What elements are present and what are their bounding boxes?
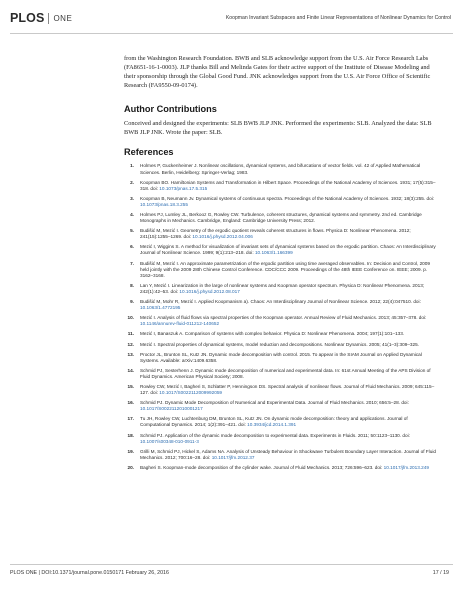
reference-text: Budišić M, Mohr R, Mezić I. Applied Koopmanism a). Chaos: An Interdisciplinary Journal of Nonlinear Science. 2012; 22(4):047510. doi: [140,299,421,305]
acknowledgments-paragraph: from the Washington Research Foundation. BWB and SLB acknowledge support from the U.S. Air Force Research Labs (FA8651-16-1-0003). JLP thanks Bill and Melinda Gates for their active support of the Institute of Disease Modeling and their sponsorship through the Global Good Fund. JNK acknowledges support from the U.S. Air Force Office of Scientific Research (FA9550-09-0174). [124,55,431,89]
reference-item [124,368,438,380]
reference-number: 12. [127,341,134,347]
reference-number: 20. [127,464,134,470]
reference-doi-link[interactable]: 10.1017/S0022112010001217 [140,406,203,412]
reference-text: Koopman BO. Hamiltonian Systems and Transformation in Hilbert Space. Proceedings of the National Academy of Sciences. 1931; 17(5):315–318. doi: [140,179,436,191]
reference-doi-link[interactable]: 10.1063/1.166399 [254,250,293,256]
reference-item [124,261,438,279]
reference-text: Rowley CW, Mezić I, Bagheri S, Schlatter P, Henningson DS. Spectral analysis of nonlinear flows. Journal of Fluid Mechanics. 2009; 645:115–127. doi: [140,383,435,396]
logo-suffix-text: ONE [53,13,73,23]
header-divider [10,33,453,34]
reference-text: Lan Y, Mezić I. Linearization in the large of nonlinear systems and Koopman operator spectrum. Physica D: Nonlinear Phenomena. 2013; 242(1):42–53. doi: [140,282,425,294]
reference-item [124,384,438,396]
reference-text: Schmid PJ. Dynamic Mode Decomposition of Numerical and Experimental Data. Journal of Fluid Mechanics. 2010; 656:5–28. doi: [140,400,409,406]
footer-page-number: 17 / 19 [432,570,449,576]
reference-item [124,299,438,311]
reference-text: Mezić I, Wiggins S. A method for visualization of invariant sets of dynamical systems based on the ergodic partition. Chaos: An Interdisciplinary Journal of Nonlinear Science. 1999; 9(1):213–218. doi: [140,244,436,256]
reference-item [124,315,438,327]
reference-item [124,400,438,412]
reference-doi-link[interactable]: 10.1016/j.physd.2012.08.017 [179,288,240,294]
reference-item [124,416,438,428]
reference-text: Schmid PJ, Sesterhenn J. Dynamic mode decomposition of numerical and experimental data. In: 61st Annual Meeting of the APS Division of Fluid Dynamics. American Physical Society; 2008. [140,367,431,379]
reference-text: Mezić I. Spectral properties of dynamical systems, model reduction and decompositions. Nonlinear Dynamics. 2005; 41(1–3):309–325. [140,341,420,347]
reference-number: 11. [127,331,134,337]
footer-divider [10,564,453,565]
reference-doi-link[interactable]: 10.1063/1.4772195 [140,305,181,311]
reference-item [124,352,438,364]
reference-number: 5. [130,228,134,234]
journal-logo [10,11,72,25]
reference-doi-link[interactable]: 10.1017/jfm.2013.249 [383,464,430,470]
reference-text: Budišić M, Mezić I. Geometry of the ergodic quotient reveals coherent structures in flows. Physica D: Nonlinear Phenomena. 2012; 241(15):1255–1269. doi: [140,228,411,240]
reference-number: 4. [130,212,134,217]
reference-item [124,196,438,208]
footer-journal-info: PLOS ONE | DOI:10.1371/journal.pone.0150171 February 26, 2016 [10,570,169,576]
reference-doi-link[interactable]: 10.3934/jcd.2014.1.391 [247,422,297,428]
reference-text: Mezić I. Analysis of fluid flows via spectral properties of the Koopman operator. Annual Review of Fluid Mechanics. 2013; 45:357–378. doi: [140,315,427,321]
logo-brand-text: PLOS [10,11,45,25]
reference-doi-link[interactable]: 10.1073/pnas.18.3.255 [140,201,188,207]
reference-item [124,212,438,224]
reference-item [124,163,438,175]
reference-item [124,465,438,471]
reference-text: Mezić I, Banaszuk A. Comparison of systems with complex behavior. Physica D: Nonlinear Phenomena. 2004; 197(1):101–133. [140,331,405,337]
reference-number: 16. [127,400,134,406]
reference-number: 2. [130,179,134,185]
reference-text: Grilli M, Schmid PJ, Hickel S, Adams NA. Analysis of Unsteady Behaviour in Shockwave Turbulent Boundary Layer Interaction. Journal of Fluid Mechanics. 2012; 700:16–28. doi: [140,448,436,460]
reference-item [124,433,438,445]
reference-text: Koopman B, Neumann Jv. Dynamical systems of continuous spectra. Proceedings of the National Academy of Sciences. 1932; 18(3):255. doi: [140,195,435,201]
reference-doi-link[interactable]: 10.1016/j.physd.2012.04.006 [192,234,253,240]
reference-number: 14. [127,367,134,373]
reference-number: 7. [130,260,134,266]
page-header [0,0,463,36]
reference-item [124,283,438,295]
reference-number: 9. [130,299,134,305]
reference-number: 19. [127,448,134,454]
reference-text: Schmid PJ. Application of the dynamic mode decomposition to experimental data. Experiments in Fluids. 2011; 50:1123–1130. doi: [140,432,410,438]
logo-divider [48,13,49,24]
references-heading: References [124,147,174,158]
reference-item [124,180,438,192]
reference-number: 6. [130,244,134,250]
reference-number: 10. [127,315,134,321]
reference-text: Proctor JL, Brunton SL, Kutz JN. Dynamic mode decomposition with control. 2015. To appear in the SIAM Journal on Applied Dynamical Systems. Available: arXiv:1409.6358. [140,351,422,363]
reference-text: Bagheri S. Koopman-mode decomposition of the cylinder wake. Journal of Fluid Mechanics. 2013; 726:596–623. doi: [140,464,383,470]
reference-number: 8. [130,282,134,288]
reference-text: Holmes PJ, Lumley JL, Berkooz G, Rowley CW. Turbulence, coherent structures, dynamical systems and symmetry. 2nd ed. Cambridge Monographs in Mechanics. Cambridge, England: Cambridge University Press; 2012. [140,212,422,224]
reference-number: 13. [127,351,134,357]
reference-text: Holmes P, Guckenheimer J. Nonlinear oscillations, dynamical systems, and bifurcations of vector fields. vol. 42 of Applied Mathematical Sciences. Berlin, Heidelberg: Springer-Verlag; 1983. [140,163,421,175]
reference-item [124,228,438,240]
reference-doi-link[interactable]: 10.1017/jfm.2012.37 [211,454,255,460]
reference-text: Budišić M, Mezić I. An approximate parametrization of the ergodic partition using time averaged observables. In: Decision and Control, 2009 held jointly with the 2009 28th Chinese Control Conference. CDC/CCC 2009. Proceedings of the 48th IEEE Conference on. IEEE; 2009. p. 3162–3168. [140,260,430,278]
reference-item [124,342,438,348]
running-title: Koopman Invariant Subspaces and Finite Linear Representations of Nonlinear Dynamics for Control [225,15,451,21]
reference-number: 17. [127,416,134,422]
reference-text: Tu JH, Rowley CW, Luchtenburg DM, Brunton SL, Kutz JN. On dynamic mode decomposition: theory and applications. Journal of Computational Dynamics. 2014; 1(2):391–421. doi: [140,416,408,428]
reference-number: 18. [127,432,134,438]
reference-number: 1. [130,163,134,169]
reference-doi-link[interactable]: 10.1146/annurev-fluid-011212-140652 [140,321,220,327]
author-contributions-paragraph: Conceived and designed the experiments: SLB BWB JLP JNK. Performed the experiments: SLB. Analyzed the data: SLB BWB JLP JNK. Wrote the paper: SLB. [124,119,432,136]
reference-list [124,163,438,471]
reference-item [124,331,438,337]
reference-doi-link[interactable]: 10.1007/s00348-010-0911-3 [140,438,199,444]
reference-number: 3. [130,195,134,201]
author-contributions-heading: Author Contributions [124,103,217,114]
reference-item [124,244,438,256]
reference-doi-link[interactable]: 10.1073/pnas.17.5.315 [159,185,208,191]
reference-item [124,449,438,461]
page-footer [0,560,463,599]
main-content [124,55,438,475]
reference-number: 15. [127,383,134,389]
reference-doi-link[interactable]: 10.1017/S0022112009992059 [159,390,223,396]
